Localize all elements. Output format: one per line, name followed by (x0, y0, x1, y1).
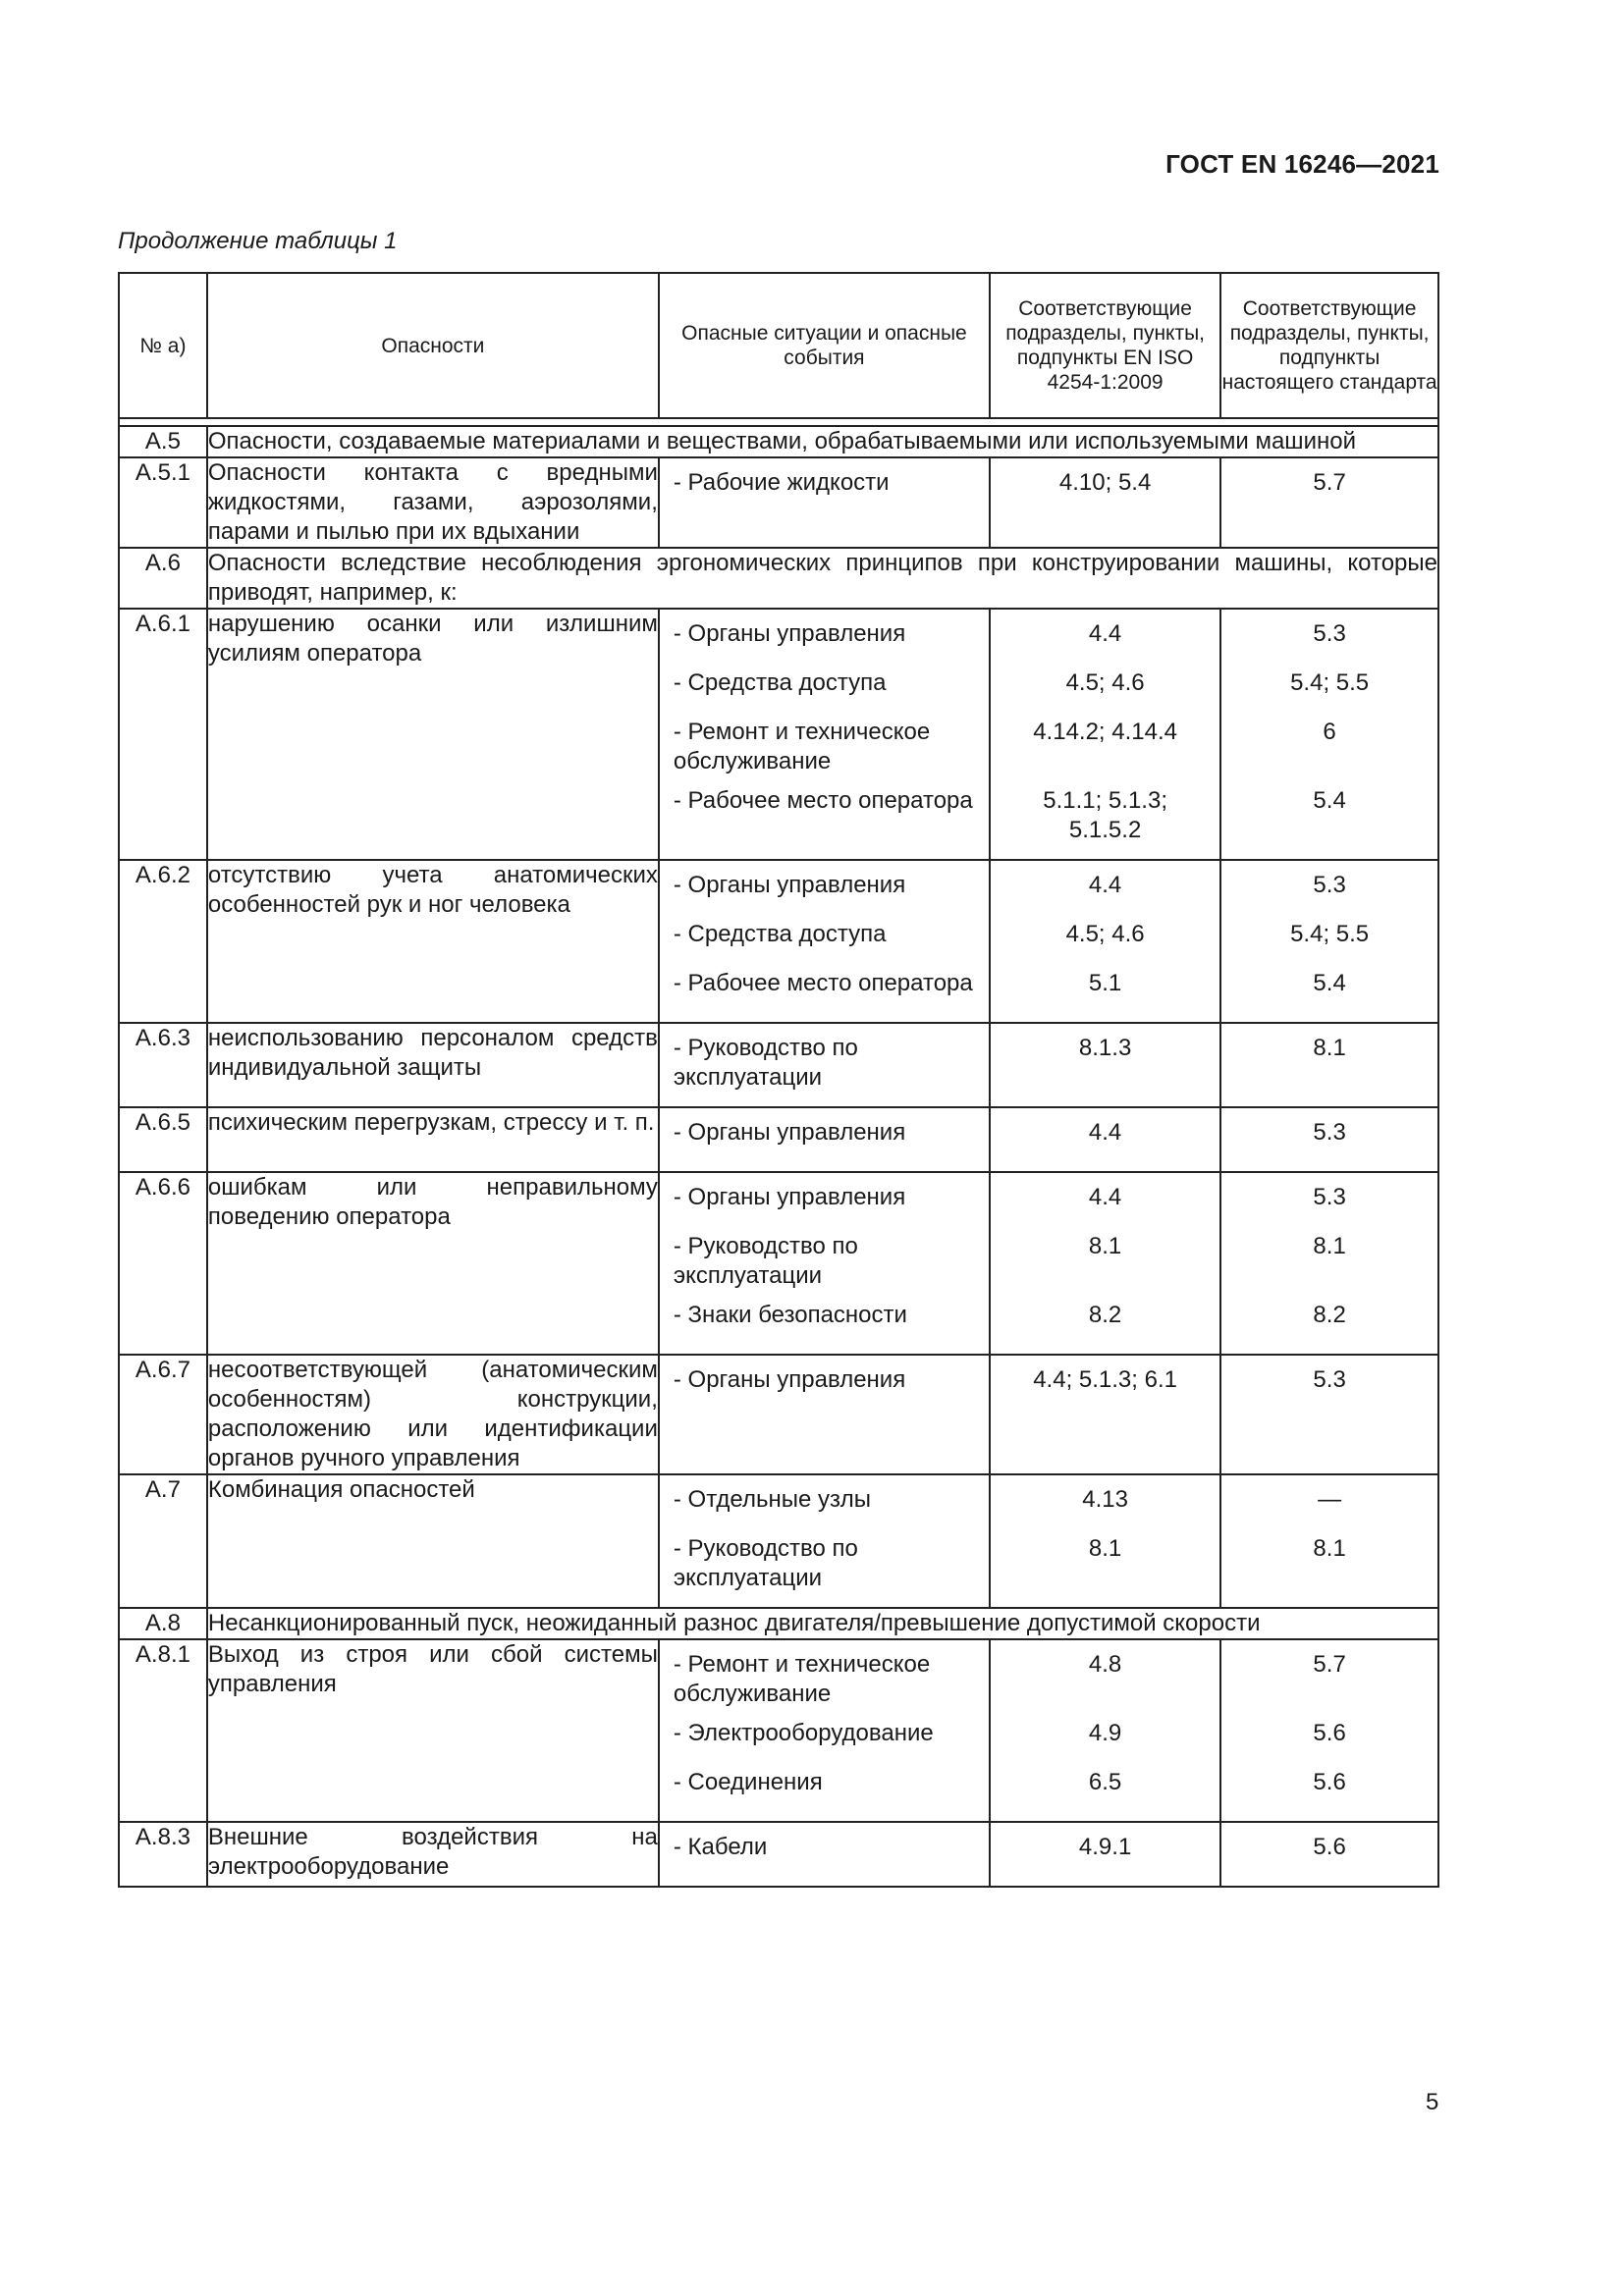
hazardous-situation: - Органы управления (673, 1366, 906, 1393)
hazardous-situation-cell (659, 1023, 990, 1107)
row-number: A.6.2 (119, 860, 207, 1023)
table-row (119, 1355, 1438, 1474)
iso-reference: 4.4 (1088, 620, 1122, 647)
standard-reference: 5.7 (1313, 1651, 1346, 1678)
row-number: A.8 (119, 1608, 207, 1639)
column-header-situations: Опасные ситуации и опасные события (659, 273, 990, 418)
group-title: Опасности вследствие несоблюдения эргономических принципов при конструировании машины, которые приводят, например, к: (207, 548, 1438, 609)
hazardous-situation: - Органы управления (673, 1184, 906, 1210)
hazard-description: отсутствию учета анатомических особенностей рук и ног человека (207, 860, 659, 1023)
hazardous-situation: - Руководство по эксплуатации (673, 1535, 858, 1591)
row-number: A.6.1 (119, 609, 207, 860)
iso-reference-cell (990, 1107, 1220, 1172)
iso-reference: 4.8 (1088, 1651, 1122, 1678)
hazardous-situation: - Знаки безопасности (673, 1302, 907, 1328)
standard-reference: 5.3 (1313, 620, 1346, 647)
header-separator (119, 418, 1438, 426)
row-number: A.8.3 (119, 1822, 207, 1887)
group-title: Опасности, создаваемые материалами и веществами, обрабатываемыми или используемыми машиной (207, 426, 1438, 457)
hazard-description: неиспользованию персоналом средств индивидуальной защиты (207, 1023, 659, 1107)
table-row (119, 860, 1438, 1023)
iso-reference: 4.5; 4.6 (1065, 921, 1145, 947)
hazardous-situation: - Рабочее место оператора (673, 787, 973, 814)
table-row (119, 1172, 1438, 1355)
standard-reference-cell (1220, 860, 1438, 1023)
standard-reference: 5.4; 5.5 (1290, 921, 1370, 947)
standard-reference-cell (1220, 1355, 1438, 1474)
iso-reference: 5.1.1; 5.1.3; 5.1.5.2 (1043, 787, 1167, 843)
hazardous-situation: - Ремонт и техническое обслуживание (673, 1651, 931, 1707)
column-header-number: № а) (119, 273, 207, 418)
row-number: A.6 (119, 548, 207, 609)
hazards-table (118, 272, 1439, 1888)
table-row (119, 609, 1438, 860)
row-number: A.6.7 (119, 1355, 207, 1474)
hazard-description: Внешние воздействия на электрооборудование (207, 1822, 659, 1887)
row-number: A.6.6 (119, 1172, 207, 1355)
hazard-description: психическим перегрузкам, стрессу и т. п. (207, 1107, 659, 1172)
hazard-description: ошибкам или неправильному поведению оператора (207, 1172, 659, 1355)
standard-reference: — (1318, 1486, 1342, 1513)
iso-reference: 4.4 (1088, 1184, 1122, 1210)
row-number: A.8.1 (119, 1639, 207, 1822)
iso-reference-cell (990, 1474, 1220, 1608)
table-row (119, 1023, 1438, 1107)
hazardous-situation-cell (659, 609, 990, 860)
standard-reference-cell (1220, 1639, 1438, 1822)
iso-reference: 4.4 (1088, 872, 1122, 898)
table-row (119, 457, 1438, 548)
hazardous-situation-cell (659, 1474, 990, 1608)
iso-reference-cell (990, 860, 1220, 1023)
iso-reference-cell (990, 1355, 1220, 1474)
iso-reference-cell (990, 457, 1220, 548)
iso-reference-cell (990, 1822, 1220, 1887)
hazardous-situation-cell (659, 1355, 990, 1474)
standard-reference: 5.4; 5.5 (1290, 669, 1370, 696)
column-header-standard: Соответствующие подразделы, пункты, подпункты настоящего стандарта (1220, 273, 1438, 418)
standard-reference: 5.3 (1313, 1119, 1346, 1146)
hazardous-situation-cell (659, 457, 990, 548)
page-number: 5 (1426, 2089, 1439, 2115)
iso-reference: 4.9.1 (1078, 1834, 1132, 1860)
iso-reference-cell (990, 1639, 1220, 1822)
hazardous-situation: - Органы управления (673, 620, 906, 647)
table-row (119, 1822, 1438, 1887)
row-number: A.6.5 (119, 1107, 207, 1172)
standard-reference: 8.2 (1313, 1302, 1346, 1328)
standard-reference-cell (1220, 1822, 1438, 1887)
standard-reference: 8.1 (1313, 1035, 1346, 1061)
standard-reference: 5.3 (1313, 1366, 1346, 1393)
standard-reference-cell (1220, 609, 1438, 860)
iso-reference-cell (990, 1023, 1220, 1107)
hazardous-situation: - Рабочее место оператора (673, 970, 973, 996)
hazardous-situation-cell (659, 860, 990, 1023)
row-number: A.6.3 (119, 1023, 207, 1107)
table-row (119, 1639, 1438, 1822)
hazardous-situation: - Средства доступа (673, 921, 887, 947)
hazardous-situation: - Ремонт и техническое обслуживание (673, 719, 931, 774)
iso-reference: 8.1 (1088, 1535, 1122, 1562)
iso-reference: 6.5 (1088, 1769, 1122, 1795)
standard-reference-cell (1220, 1107, 1438, 1172)
standard-reference: 5.7 (1313, 469, 1346, 496)
standard-reference: 5.6 (1313, 1834, 1346, 1860)
hazardous-situation: - Электрооборудование (673, 1720, 934, 1746)
hazard-description: Выход из строя или сбой системы управления (207, 1639, 659, 1822)
row-number: A.5.1 (119, 457, 207, 548)
iso-reference-cell (990, 609, 1220, 860)
iso-reference: 8.2 (1088, 1302, 1122, 1328)
iso-reference: 4.9 (1088, 1720, 1122, 1746)
table-group-row (119, 426, 1438, 457)
iso-reference-cell (990, 1172, 1220, 1355)
standard-reference: 5.6 (1313, 1720, 1346, 1746)
hazardous-situation: - Органы управления (673, 1119, 906, 1146)
table-group-row (119, 1608, 1438, 1639)
row-number: A.7 (119, 1474, 207, 1608)
table-row (119, 1474, 1438, 1608)
iso-reference: 8.1.3 (1078, 1035, 1132, 1061)
iso-reference: 4.4 (1088, 1119, 1122, 1146)
standard-reference: 8.1 (1313, 1233, 1346, 1259)
table-header-row (119, 273, 1438, 418)
iso-reference: 8.1 (1088, 1233, 1122, 1259)
hazardous-situation: - Кабели (673, 1834, 768, 1860)
standard-reference-cell (1220, 1172, 1438, 1355)
group-title: Несанкционированный пуск, неожиданный разнос двигателя/превышение допустимой скорости (207, 1608, 1438, 1639)
standard-reference-cell (1220, 1474, 1438, 1608)
hazardous-situation: - Отдельные узлы (673, 1486, 871, 1513)
iso-reference: 4.5; 4.6 (1065, 669, 1145, 696)
hazardous-situation-cell (659, 1639, 990, 1822)
hazardous-situation-cell (659, 1822, 990, 1887)
iso-reference: 4.4; 5.1.3; 6.1 (1033, 1366, 1177, 1393)
hazardous-situation: - Руководство по эксплуатации (673, 1035, 858, 1091)
hazardous-situation-cell (659, 1107, 990, 1172)
table-group-row (119, 548, 1438, 609)
hazardous-situation: - Руководство по эксплуатации (673, 1233, 858, 1289)
iso-reference: 4.10; 5.4 (1058, 469, 1152, 496)
iso-reference: 4.13 (1082, 1486, 1128, 1513)
hazardous-situation: - Рабочие жидкости (673, 469, 890, 496)
iso-reference: 5.1 (1088, 970, 1122, 996)
standard-reference: 5.6 (1313, 1769, 1346, 1795)
table-row (119, 1107, 1438, 1172)
standard-reference: 5.3 (1313, 1184, 1346, 1210)
hazard-description: Опасности контакта с вредными жидкостями, газами, аэрозолями, парами и пылью при их вдыхании (207, 457, 659, 548)
iso-reference: 4.14.2; 4.14.4 (1033, 719, 1177, 745)
document-number: ГОСТ EN 16246—2021 (1165, 149, 1439, 179)
standard-reference-cell (1220, 1023, 1438, 1107)
hazardous-situation: - Соединения (673, 1769, 823, 1795)
standard-reference-cell (1220, 457, 1438, 548)
hazardous-situation: - Средства доступа (673, 669, 887, 696)
row-number: A.5 (119, 426, 207, 457)
hazard-description: нарушению осанки или излишним усилиям оператора (207, 609, 659, 860)
hazardous-situation: - Органы управления (673, 872, 906, 898)
standard-reference: 5.4 (1313, 970, 1346, 996)
standard-reference: 5.3 (1313, 872, 1346, 898)
hazard-description: Комбинация опасностей (207, 1474, 659, 1608)
standard-reference: 6 (1323, 719, 1336, 745)
column-header-hazards: Опасности (207, 273, 659, 418)
hazardous-situation-cell (659, 1172, 990, 1355)
table-body (119, 426, 1438, 1887)
hazard-description: несоответствующей (анатомическим особенностям) конструкции, расположению или идентификации органов ручного управления (207, 1355, 659, 1474)
column-header-iso: Соответствующие подразделы, пункты, подпункты EN ISO 4254-1:2009 (990, 273, 1220, 418)
table-caption: Продолжение таблицы 1 (118, 228, 398, 254)
standard-reference: 5.4 (1313, 787, 1346, 814)
standard-reference: 8.1 (1313, 1535, 1346, 1562)
